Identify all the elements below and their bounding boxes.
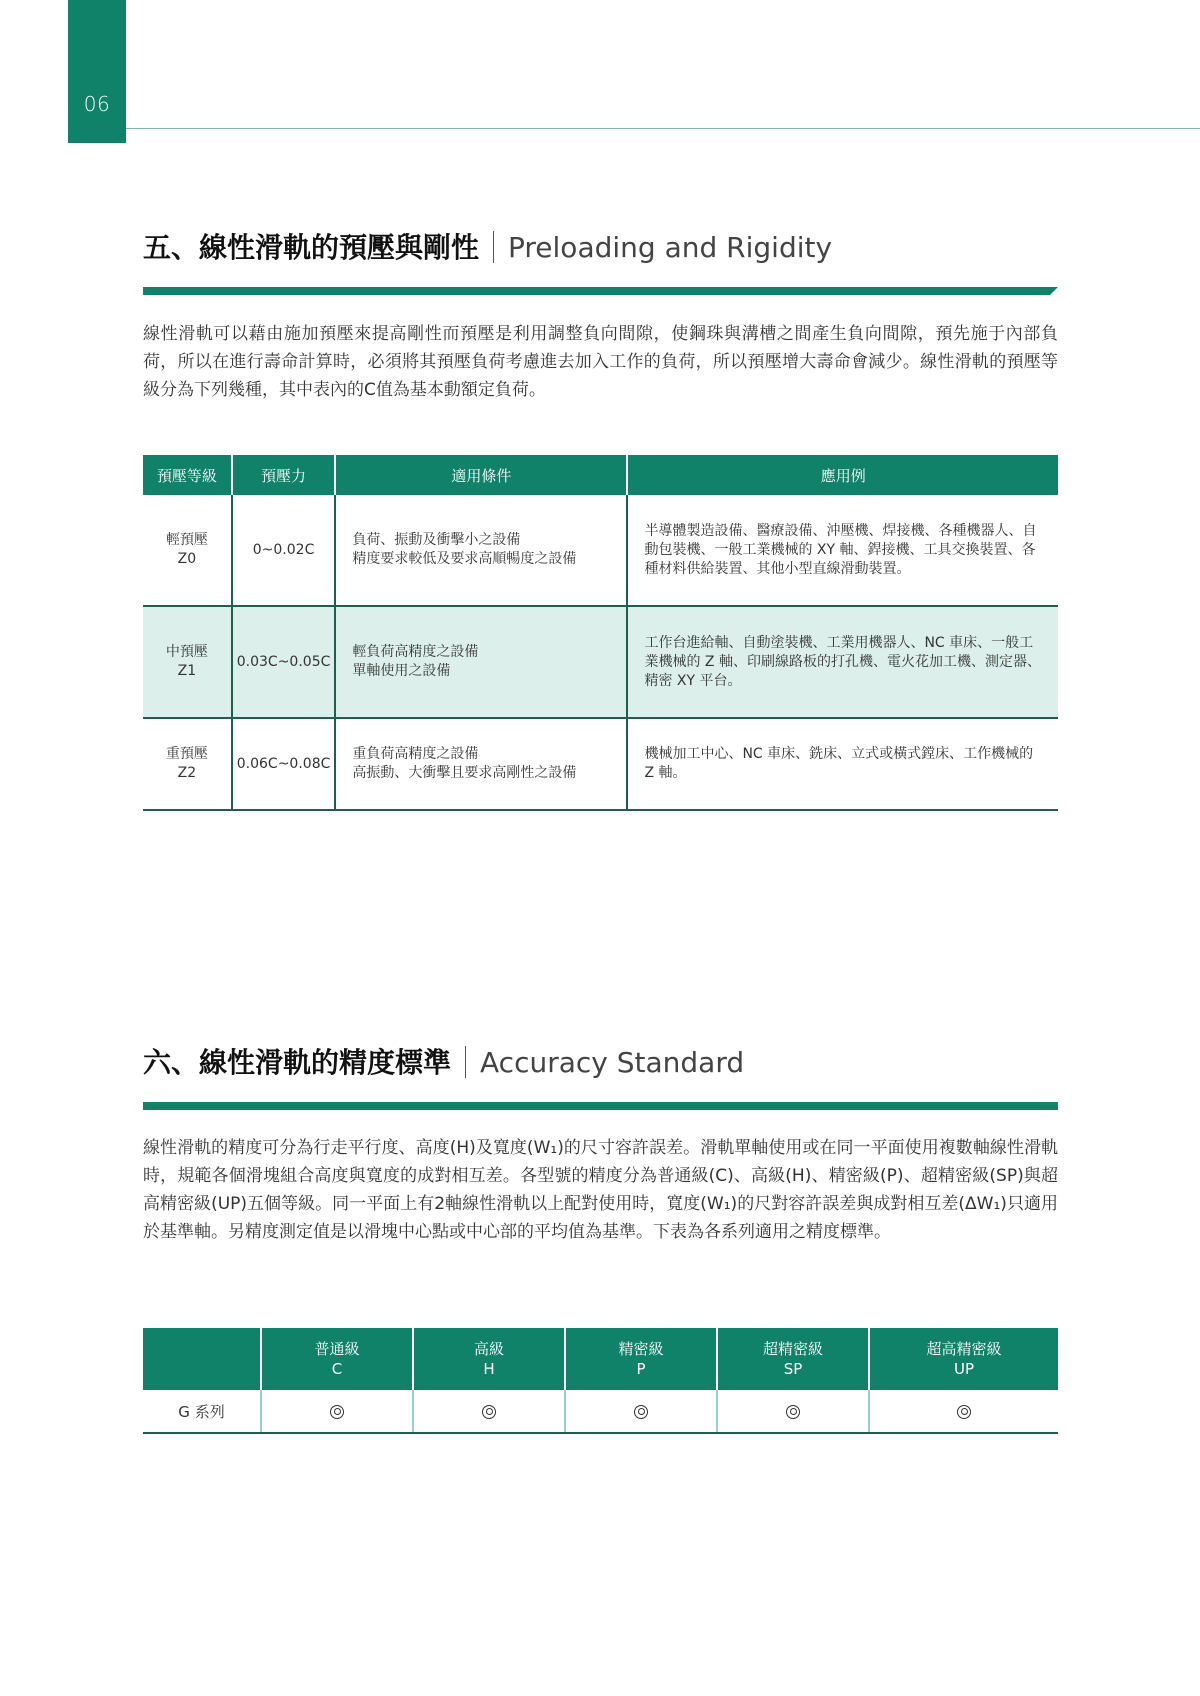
header-line	[126, 128, 1200, 129]
condition-line: 精度要求較低及要求高順暢度之設備	[352, 551, 577, 567]
grade-name: 超高精密級	[926, 1340, 1002, 1358]
section5-title	[143, 226, 1063, 266]
header-condition: 適用條件	[335, 455, 627, 495]
grade-name: 超精密級	[762, 1340, 823, 1358]
mark-cell	[717, 1390, 869, 1433]
section6-paragraph: 線性滑軌的精度可分為行走平行度、高度(H)及寬度(W₁)的尺寸容許誤差。滑軌單軸使用或在同一平面使用複數軸線性滑軌時，規範各個滑塊組合高度與寬度的成對相互差。各型號的精度分為普通級(C)、高級(H)、精密級(P)、超精密級(SP)與超高精密級(UP)五個等級。同一平面上有2軸線性滑軌以上配對使用時，寬度(W₁)的尺對容許誤差與成對相互差(ΔW₁)只適用於基準軸。另精度測定值是以滑塊中心點或中心部的平均值為基準。下表為各系列適用之精度標準。	[143, 1138, 1058, 1242]
series-cell: G 系列	[143, 1390, 261, 1433]
title-separator	[493, 231, 494, 263]
grade-code: SP	[783, 1360, 803, 1378]
grade-label: 中預壓	[165, 644, 208, 660]
preload-table-header	[143, 455, 1058, 495]
grade-code: H	[483, 1360, 495, 1378]
section5-paragraph: 線性滑軌可以藉由施加預壓來提高剛性而預壓是利用調整負向間隙，使鋼珠與溝槽之間產生負向間隙，預先施于內部負荷，所以在進行壽命計算時，必須將其預壓負荷考慮進去加入工作的負荷，所以預壓增大壽命會減少。線性滑軌的預壓等級分為下列幾種，其中表內的C值為基本動額定負荷。	[143, 324, 1058, 400]
table-row	[143, 1390, 1058, 1433]
force-cell: 0~0.02C	[232, 495, 336, 606]
grade-code: P	[636, 1360, 646, 1378]
header-grade-c	[261, 1328, 413, 1390]
condition-cell	[335, 495, 627, 606]
grade-name: 高級	[473, 1340, 504, 1358]
mark-cell	[413, 1390, 565, 1433]
header-force: 預壓力	[232, 455, 336, 495]
section6-title-zh: 六、線性滑軌的精度標準	[143, 1046, 452, 1079]
mark-cell	[869, 1390, 1058, 1433]
double-circle-icon	[330, 1405, 344, 1419]
grade-code: Z1	[177, 663, 197, 679]
example-cell: 機械加工中心、NC 車床、銑床、立式或橫式鏜床、工作機械的 Z 軸。	[627, 718, 1058, 810]
preload-table	[143, 455, 1058, 811]
grade-code: C	[331, 1360, 343, 1378]
mark-cell	[261, 1390, 413, 1433]
section5-title-zh: 五、線性滑軌的預壓與剛性	[143, 231, 480, 264]
grade-name: 普通級	[314, 1340, 360, 1358]
title-separator	[465, 1046, 466, 1078]
grade-cell	[143, 718, 232, 810]
mark-cell	[565, 1390, 717, 1433]
section6-title-bar	[143, 1102, 1058, 1110]
condition-line: 輕負荷高精度之設備	[352, 644, 479, 660]
grade-cell	[143, 606, 232, 718]
table-row	[143, 606, 1058, 718]
section6-title	[143, 1041, 1063, 1081]
table-row	[143, 718, 1058, 810]
double-circle-icon	[634, 1405, 648, 1419]
condition-cell	[335, 606, 627, 718]
condition-line: 負荷、振動及衝擊小之設備	[352, 532, 521, 548]
header-grade-p	[565, 1328, 717, 1390]
force-cell: 0.03C~0.05C	[232, 606, 336, 718]
grade-code: Z2	[177, 765, 197, 781]
header-example: 應用例	[627, 455, 1058, 495]
header-grade-up	[869, 1328, 1058, 1390]
page-tab	[68, 0, 126, 143]
accuracy-table-header	[143, 1328, 1058, 1390]
grade-code: Z0	[177, 551, 197, 567]
force-cell: 0.06C~0.08C	[232, 718, 336, 810]
condition-line: 單軸使用之設備	[352, 663, 451, 679]
grade-label: 重預壓	[165, 746, 208, 762]
header-grade: 預壓等級	[143, 455, 232, 495]
example-cell: 半導體製造設備、醫療設備、沖壓機、焊接機、各種機器人、自動包裝機、一般工業機械的 XY 軸、銲接機、工具交換裝置、各種材料供給裝置、其他小型直線滑動裝置。	[627, 495, 1058, 606]
grade-code: UP	[953, 1360, 975, 1378]
example-cell: 工作台進給軸、自動塗裝機、工業用機器人、NC 車床、一般工業機械的 Z 軸、印刷線路板的打孔機、電火花加工機、測定器、精密 XY 平台。	[627, 606, 1058, 718]
grade-label: 輕預壓	[165, 532, 208, 548]
condition-line: 重負荷高精度之設備	[352, 746, 479, 762]
section6-title-en: Accuracy Standard	[480, 1046, 745, 1079]
section5-title-en: Preloading and Rigidity	[508, 231, 833, 264]
accuracy-table	[143, 1328, 1058, 1434]
section5-title-bar	[143, 287, 1058, 295]
condition-cell	[335, 718, 627, 810]
double-circle-icon	[482, 1405, 496, 1419]
header-grade-h	[413, 1328, 565, 1390]
page-number: 06	[83, 92, 111, 116]
header-series	[143, 1328, 261, 1390]
double-circle-icon	[786, 1405, 800, 1419]
condition-line: 高振動、大衝擊且要求高剛性之設備	[352, 765, 577, 781]
header-grade-sp	[717, 1328, 869, 1390]
grade-name: 精密級	[618, 1340, 664, 1358]
grade-cell	[143, 495, 232, 606]
double-circle-icon	[957, 1405, 971, 1419]
table-row	[143, 495, 1058, 606]
